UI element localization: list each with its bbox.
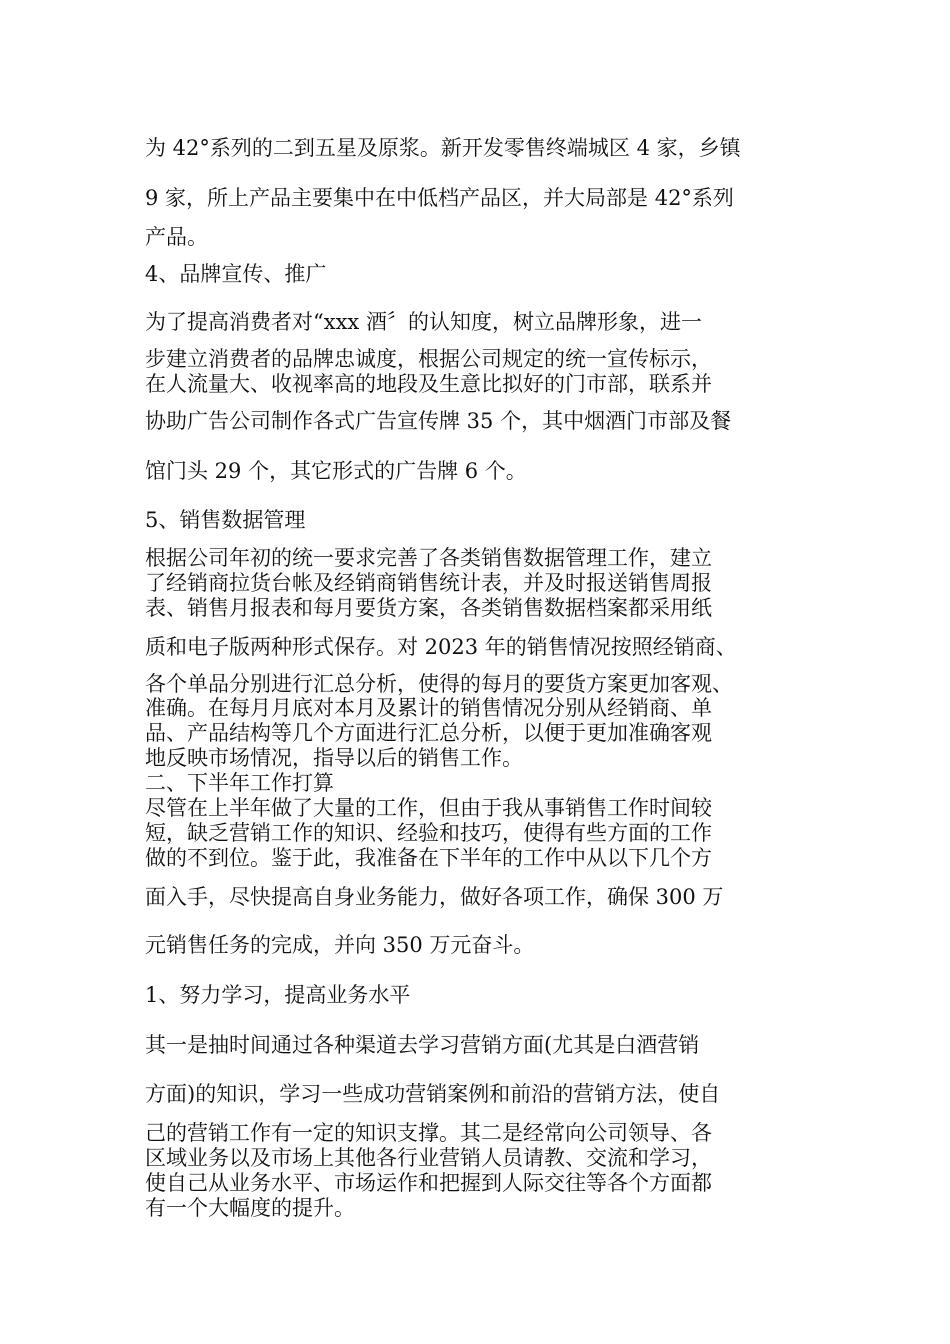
paragraph-line: 准确。在每月月底对本月及累计的销售情况分别从经销商、单 [145,696,712,720]
paragraph-line: 地反映市场情况，指导以后的销售工作。 [145,746,523,770]
paragraph-line: 表、销售月报表和每月要货方案，各类销售数据档案都采用纸 [145,596,712,620]
paragraph-line: 短，缺乏营销工作的知识、经验和技巧，使得有些方面的工作 [145,821,712,845]
paragraph-line: 有一个大幅度的提升。 [145,1196,355,1220]
section-heading-brand-promotion: 4、品牌宣传、推广 [145,262,327,286]
paragraph-line: 9 家，所上产品主要集中在中低档产品区，并大局部是 42°系列 [145,186,734,210]
section-heading-second-half-plan: 二、下半年工作打算 [145,771,334,795]
paragraph-line: 元销售任务的完成，并向 350 万元奋斗。 [145,933,535,957]
paragraph-line: 尽管在上半年做了大量的工作，但由于我从事销售工作时间较 [145,796,712,820]
paragraph-line: 品、产品结构等几个方面进行汇总分析，以便于更加准确客观 [145,721,712,745]
paragraph-line: 步建立消费者的品牌忠诚度，根据公司规定的统一宣传标示， [145,347,712,371]
paragraph-line: 使自己从业务水平、市场运作和把握到人际交往等各个方面都 [145,1171,712,1195]
paragraph-line: 方面)的知识，学习一些成功营销案例和前沿的营销方法，使自 [145,1082,721,1106]
paragraph-line: 产品。 [145,225,208,249]
paragraph-line: 己的营销工作有一定的知识支撑。其二是经常向公司领导、各 [145,1121,712,1145]
paragraph-line: 为 42°系列的二到五星及原浆。新开发零售终端城区 4 家，乡镇 [145,136,741,160]
paragraph-line: 其一是抽时间通过各种渠道去学习营销方面(尤其是白酒营销 [145,1033,700,1057]
section-heading-study: 1、努力学习，提高业务水平 [145,983,411,1007]
paragraph-line: 馆门头 29 个，其它形式的广告牌 6 个。 [145,459,527,483]
section-heading-sales-data: 5、销售数据管理 [145,508,306,532]
paragraph-line: 为了提高消费者对“xxx 酒〞的认知度，树立品牌形象，进一 [145,310,702,334]
paragraph-line: 做的不到位。鉴于此，我准备在下半年的工作中从以下几个方 [145,846,712,870]
paragraph-line: 了经销商拉货台帐及经销商销售统计表，并及时报送销售周报 [145,571,712,595]
paragraph-line: 协助广告公司制作各式广告宣传牌 35 个，其中烟酒门市部及餐 [145,409,732,433]
paragraph-line: 区域业务以及市场上其他各行业营销人员请教、交流和学习， [145,1146,712,1170]
paragraph-line: 在人流量大、收视率高的地段及生意比拟好的门市部，联系并 [145,372,712,396]
paragraph-line: 根据公司年初的统一要求完善了各类销售数据管理工作，建立 [145,546,712,570]
paragraph-line: 质和电子版两种形式保存。对 2023 年的销售情况按照经销商、 [145,635,737,659]
paragraph-line: 面入手，尽快提高自身业务能力，做好各项工作，确保 300 万 [145,885,724,909]
paragraph-line: 各个单品分别进行汇总分析，使得的每月的要货方案更加客观、 [145,672,733,696]
